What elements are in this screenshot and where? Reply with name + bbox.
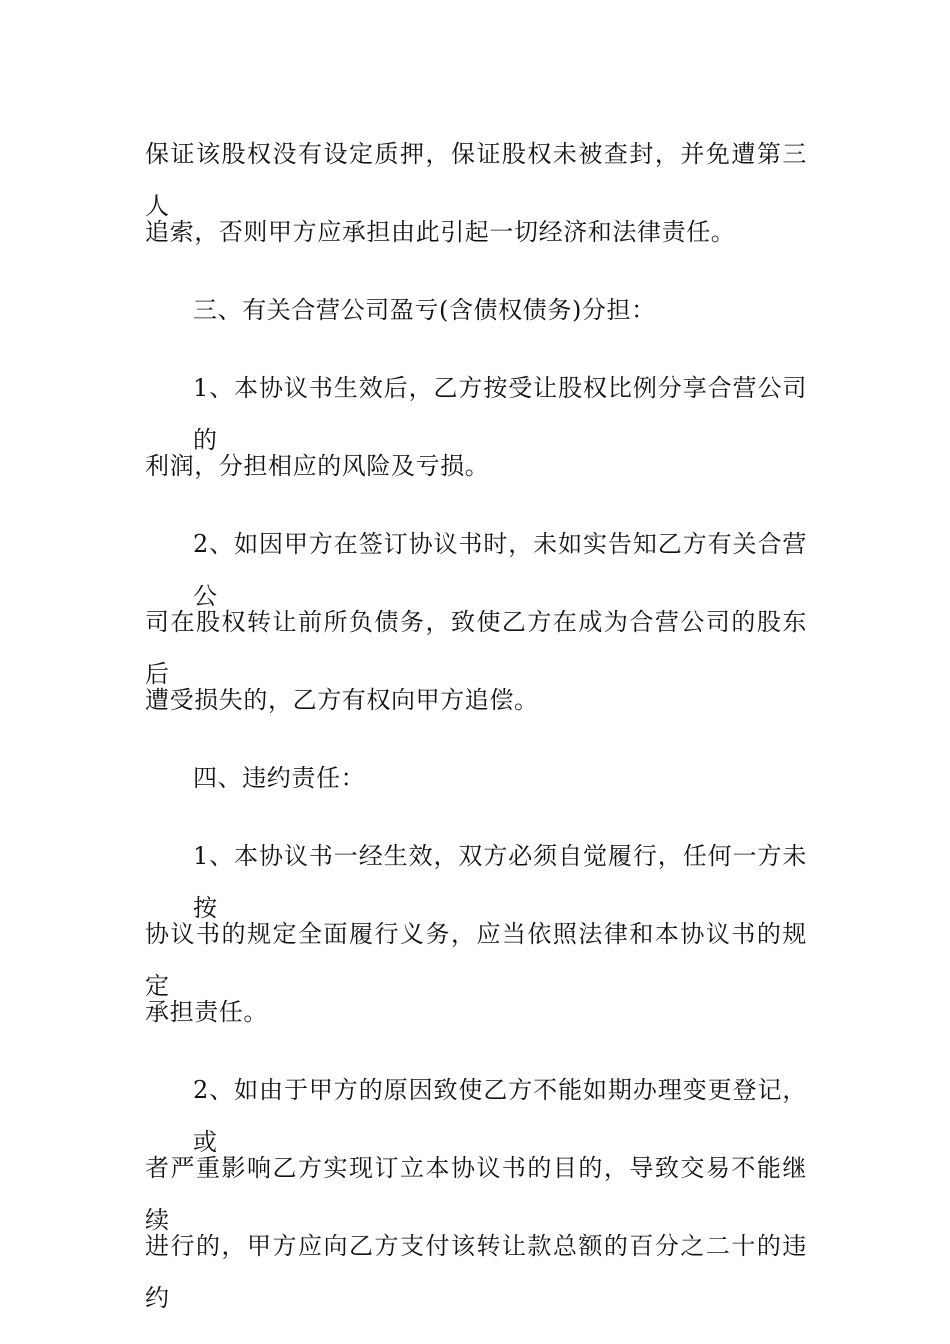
section-heading: 三、有关合营公司盈亏(含债权债务)分担： — [193, 296, 656, 324]
document-body — [145, 128, 807, 1312]
text-line: 承担责任。 — [145, 998, 268, 1026]
text-line: 利润，分担相应的风险及亏损。 — [145, 452, 490, 480]
text-line: 协议书的规定全面履行义务，应当依照法律和本协议书的规定 — [145, 920, 807, 1000]
text-line: 遭受损失的，乙方有权向甲方追偿。 — [145, 686, 539, 714]
text-line: 1、本协议书一经生效，双方必须自觉履行，任何一方未按 — [193, 842, 807, 922]
section-heading: 四、违约责任： — [193, 764, 366, 792]
text-line: 2、如由于甲方的原因致使乙方不能如期办理变更登记，或 — [193, 1076, 807, 1156]
text-line: 1、本协议书生效后，乙方按受让股权比例分享合营公司的 — [193, 374, 807, 454]
text-line: 进行的，甲方应向乙方支付该转让款总额的百分之二十的违约 — [145, 1232, 807, 1312]
text-line: 保证该股权没有设定质押，保证股权未被查封，并免遭第三人 — [145, 140, 807, 220]
text-line: 司在股权转让前所负债务，致使乙方在成为合营公司的股东后 — [145, 608, 807, 688]
text-line: 2、如因甲方在签订协议书时，未如实告知乙方有关合营公 — [193, 530, 807, 610]
text-line: 者严重影响乙方实现订立本协议书的目的，导致交易不能继续 — [145, 1154, 807, 1234]
text-line: 追索，否则甲方应承担由此引起一切经济和法律责任。 — [145, 218, 736, 246]
